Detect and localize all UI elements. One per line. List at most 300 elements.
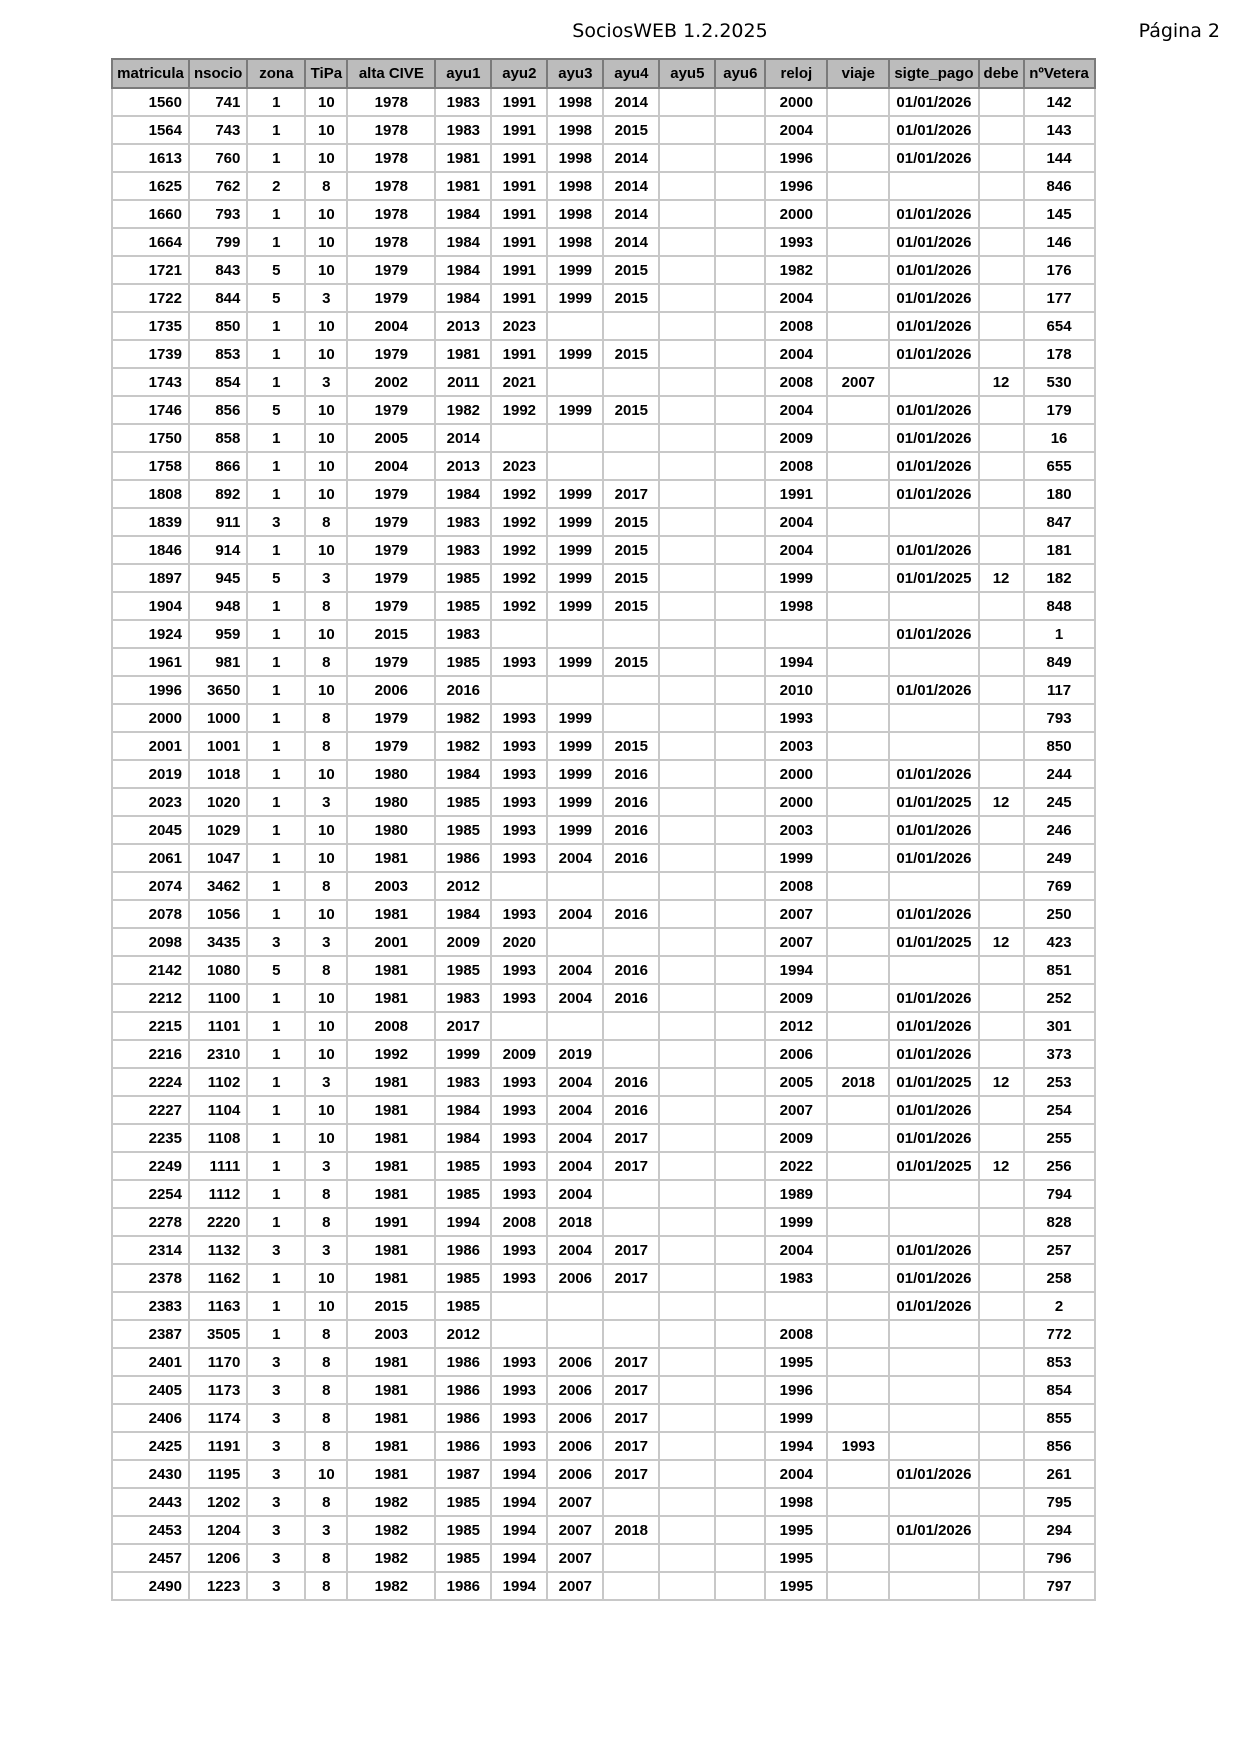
table-cell xyxy=(491,1292,547,1320)
table-cell xyxy=(889,872,978,900)
table-cell: 2007 xyxy=(547,1572,603,1600)
table-cell: 2015 xyxy=(603,508,659,536)
table-cell: 3 xyxy=(305,564,347,592)
table-cell xyxy=(827,228,889,256)
table-cell: 1999 xyxy=(547,732,603,760)
table-cell xyxy=(491,872,547,900)
table-cell: 1979 xyxy=(347,592,435,620)
table-cell: 2020 xyxy=(491,928,547,956)
table-cell: 1979 xyxy=(347,256,435,284)
table-cell: 1 xyxy=(247,984,305,1012)
table-cell: 1108 xyxy=(189,1124,247,1152)
table-cell: 1978 xyxy=(347,144,435,172)
table-cell: 1981 xyxy=(347,1348,435,1376)
table-cell: 2000 xyxy=(765,88,827,116)
table-cell: 3 xyxy=(247,1348,305,1376)
table-cell xyxy=(979,816,1024,844)
table-cell: 8 xyxy=(305,1376,347,1404)
table-cell: 1991 xyxy=(491,284,547,312)
table-cell: 1999 xyxy=(435,1040,491,1068)
table-cell: 10 xyxy=(305,1460,347,1488)
table-cell: 1170 xyxy=(189,1348,247,1376)
table-cell: 10 xyxy=(305,424,347,452)
table-cell: 1 xyxy=(247,1264,305,1292)
table-cell: 2004 xyxy=(765,284,827,312)
table-cell: 2017 xyxy=(603,1124,659,1152)
table-cell: 142 xyxy=(1024,88,1095,116)
table-row xyxy=(112,480,1095,508)
table-cell xyxy=(659,228,715,256)
table-cell xyxy=(715,1292,765,1320)
table-cell: 1982 xyxy=(765,256,827,284)
table-row xyxy=(112,1432,1095,1460)
table-cell: 1029 xyxy=(189,816,247,844)
table-cell: 12 xyxy=(979,1068,1024,1096)
table-cell: 1995 xyxy=(765,1348,827,1376)
column-header: ayu5 xyxy=(659,59,715,88)
table-cell: 10 xyxy=(305,536,347,564)
table-cell xyxy=(715,508,765,536)
table-cell xyxy=(659,1096,715,1124)
table-cell xyxy=(827,1460,889,1488)
column-header: sigte_pago xyxy=(889,59,978,88)
table-cell xyxy=(715,1348,765,1376)
table-cell: 1981 xyxy=(347,956,435,984)
table-cell xyxy=(979,424,1024,452)
table-cell: 1992 xyxy=(491,396,547,424)
table-cell xyxy=(979,396,1024,424)
table-cell: 1992 xyxy=(491,564,547,592)
table-cell: 2004 xyxy=(547,844,603,872)
table-cell: 844 xyxy=(189,284,247,312)
table-cell: 1996 xyxy=(765,1376,827,1404)
table-cell: 1983 xyxy=(435,620,491,648)
table-cell xyxy=(979,732,1024,760)
table-cell xyxy=(979,1544,1024,1572)
table-cell: 1999 xyxy=(765,1208,827,1236)
table-cell xyxy=(889,1432,978,1460)
table-cell: 10 xyxy=(305,116,347,144)
table-cell xyxy=(715,620,765,648)
table-cell xyxy=(603,620,659,648)
table-cell xyxy=(827,844,889,872)
table-cell: 16 xyxy=(1024,424,1095,452)
table-cell xyxy=(827,900,889,928)
table-cell: 1994 xyxy=(765,1432,827,1460)
table-cell: 10 xyxy=(305,1012,347,1040)
table-cell: 1020 xyxy=(189,788,247,816)
table-row xyxy=(112,1012,1095,1040)
table-cell: 2212 xyxy=(112,984,189,1012)
table-cell: 2074 xyxy=(112,872,189,900)
column-header: nºVetera xyxy=(1024,59,1095,88)
table-cell: 1999 xyxy=(547,816,603,844)
table-cell: 177 xyxy=(1024,284,1095,312)
table-cell: 2016 xyxy=(603,844,659,872)
table-cell: 793 xyxy=(189,200,247,228)
table-cell: 1 xyxy=(247,424,305,452)
table-cell: 2004 xyxy=(547,984,603,1012)
table-cell: 1986 xyxy=(435,1348,491,1376)
table-cell: 1980 xyxy=(347,760,435,788)
table-cell xyxy=(827,928,889,956)
table-row xyxy=(112,1544,1095,1572)
table-cell: 1984 xyxy=(435,900,491,928)
table-cell: 2018 xyxy=(827,1068,889,1096)
table-cell: 1978 xyxy=(347,228,435,256)
table-cell: 1 xyxy=(247,760,305,788)
table-cell: 1 xyxy=(247,452,305,480)
table-cell: 1 xyxy=(247,1208,305,1236)
table-cell: 253 xyxy=(1024,1068,1095,1096)
table-cell: 8 xyxy=(305,732,347,760)
table-cell: 1746 xyxy=(112,396,189,424)
table-cell: 01/01/2026 xyxy=(889,1460,978,1488)
table-cell: 1981 xyxy=(347,1124,435,1152)
table-cell xyxy=(715,844,765,872)
table-cell: 1985 xyxy=(435,648,491,676)
table-cell: 1991 xyxy=(491,88,547,116)
table-cell: 3 xyxy=(247,1516,305,1544)
table-cell: 1998 xyxy=(547,88,603,116)
table-cell xyxy=(715,368,765,396)
table-cell xyxy=(979,480,1024,508)
table-cell xyxy=(827,872,889,900)
table-cell: 2015 xyxy=(603,592,659,620)
table-cell: 1986 xyxy=(435,1432,491,1460)
table-cell xyxy=(659,1404,715,1432)
table-cell: 1080 xyxy=(189,956,247,984)
table-cell: 2 xyxy=(1024,1292,1095,1320)
table-cell: 1985 xyxy=(435,1292,491,1320)
table-cell: 1995 xyxy=(765,1516,827,1544)
table-cell: 01/01/2026 xyxy=(889,144,978,172)
table-cell: 10 xyxy=(305,452,347,480)
table-cell: 2006 xyxy=(547,1264,603,1292)
table-cell: 2004 xyxy=(547,1180,603,1208)
table-cell: 250 xyxy=(1024,900,1095,928)
table-cell xyxy=(889,1180,978,1208)
table-cell: 1981 xyxy=(347,1376,435,1404)
table-cell: 1000 xyxy=(189,704,247,732)
table-cell: 2007 xyxy=(547,1544,603,1572)
table-cell: 1993 xyxy=(491,704,547,732)
table-cell xyxy=(889,592,978,620)
table-cell: 1998 xyxy=(547,172,603,200)
table-cell: 1982 xyxy=(435,396,491,424)
column-header: matricula xyxy=(112,59,189,88)
table-cell: 1223 xyxy=(189,1572,247,1600)
table-cell: 1994 xyxy=(491,1516,547,1544)
table-cell: 1993 xyxy=(491,844,547,872)
table-cell: 1993 xyxy=(491,1124,547,1152)
table-cell: 1996 xyxy=(112,676,189,704)
table-cell: 1991 xyxy=(765,480,827,508)
table-cell xyxy=(659,648,715,676)
table-cell: 2453 xyxy=(112,1516,189,1544)
table-cell: 179 xyxy=(1024,396,1095,424)
table-cell: 1999 xyxy=(547,396,603,424)
table-cell xyxy=(827,676,889,704)
table-cell xyxy=(827,592,889,620)
table-cell: 858 xyxy=(189,424,247,452)
table-cell xyxy=(659,1012,715,1040)
column-header: viaje xyxy=(827,59,889,88)
table-cell: 1984 xyxy=(435,200,491,228)
table-cell: 854 xyxy=(1024,1376,1095,1404)
table-cell: 1993 xyxy=(491,732,547,760)
table-cell: 866 xyxy=(189,452,247,480)
table-cell: 2430 xyxy=(112,1460,189,1488)
table-cell: 2249 xyxy=(112,1152,189,1180)
table-cell: 2004 xyxy=(547,1236,603,1264)
table-cell: 01/01/2026 xyxy=(889,844,978,872)
table-row xyxy=(112,900,1095,928)
table-cell: 1981 xyxy=(347,1460,435,1488)
table-cell xyxy=(827,648,889,676)
table-cell: 245 xyxy=(1024,788,1095,816)
table-cell xyxy=(827,508,889,536)
table-cell: 1982 xyxy=(347,1516,435,1544)
table-cell xyxy=(715,88,765,116)
table-cell: 1 xyxy=(247,1292,305,1320)
table-cell xyxy=(827,284,889,312)
table-cell: 10 xyxy=(305,676,347,704)
table-cell: 1985 xyxy=(435,1264,491,1292)
table-cell: 2003 xyxy=(765,816,827,844)
table-cell: 1102 xyxy=(189,1068,247,1096)
table-cell: 2015 xyxy=(603,396,659,424)
table-cell: 1986 xyxy=(435,844,491,872)
table-cell xyxy=(827,424,889,452)
table-cell xyxy=(659,116,715,144)
table-cell xyxy=(491,676,547,704)
table-cell: 1993 xyxy=(491,1152,547,1180)
table-cell: 257 xyxy=(1024,1236,1095,1264)
table-cell xyxy=(659,956,715,984)
table-cell: 01/01/2026 xyxy=(889,256,978,284)
table-cell: 1981 xyxy=(347,1264,435,1292)
table-cell: 12 xyxy=(979,788,1024,816)
table-cell: 1111 xyxy=(189,1152,247,1180)
table-cell: 1999 xyxy=(765,564,827,592)
table-cell: 2014 xyxy=(603,228,659,256)
table-cell: 12 xyxy=(979,564,1024,592)
table-cell: 1 xyxy=(247,368,305,396)
table-cell: 3 xyxy=(305,788,347,816)
table-cell: 10 xyxy=(305,88,347,116)
table-cell: 2000 xyxy=(765,760,827,788)
table-cell: 2019 xyxy=(547,1040,603,1068)
table-cell: 2004 xyxy=(547,1068,603,1096)
table-cell xyxy=(827,1040,889,1068)
table-cell xyxy=(659,172,715,200)
table-cell: 1132 xyxy=(189,1236,247,1264)
table-cell xyxy=(659,1040,715,1068)
table-cell xyxy=(827,956,889,984)
table-cell: 3435 xyxy=(189,928,247,956)
table-cell xyxy=(715,424,765,452)
table-row xyxy=(112,88,1095,116)
table-cell: 10 xyxy=(305,200,347,228)
table-row xyxy=(112,1152,1095,1180)
table-cell: 1560 xyxy=(112,88,189,116)
table-row xyxy=(112,1376,1095,1404)
table-cell: 01/01/2026 xyxy=(889,900,978,928)
table-cell: 1999 xyxy=(765,1404,827,1432)
table-cell: 1986 xyxy=(435,1404,491,1432)
table-cell xyxy=(715,396,765,424)
table-cell: 1999 xyxy=(547,704,603,732)
table-cell: 2443 xyxy=(112,1488,189,1516)
table-cell: 10 xyxy=(305,480,347,508)
table-cell: 1993 xyxy=(491,648,547,676)
table-cell: 1846 xyxy=(112,536,189,564)
table-cell: 1625 xyxy=(112,172,189,200)
table-cell: 8 xyxy=(305,956,347,984)
table-cell: 1999 xyxy=(547,340,603,368)
table-cell xyxy=(979,1236,1024,1264)
table-cell xyxy=(979,340,1024,368)
table-cell: 1173 xyxy=(189,1376,247,1404)
table-cell xyxy=(827,172,889,200)
table-cell xyxy=(547,1012,603,1040)
table-cell xyxy=(827,1516,889,1544)
table-cell: 2004 xyxy=(347,312,435,340)
table-cell: 1992 xyxy=(491,480,547,508)
table-cell xyxy=(659,452,715,480)
table-cell: 2012 xyxy=(435,872,491,900)
table-cell: 3462 xyxy=(189,872,247,900)
table-cell: 1993 xyxy=(491,760,547,788)
table-cell xyxy=(979,1292,1024,1320)
table-cell: 2006 xyxy=(547,1376,603,1404)
table-cell: 1993 xyxy=(491,1376,547,1404)
table-cell: 143 xyxy=(1024,116,1095,144)
table-cell xyxy=(715,900,765,928)
table-cell: 1660 xyxy=(112,200,189,228)
table-cell xyxy=(603,704,659,732)
table-cell xyxy=(715,340,765,368)
table-cell: 3 xyxy=(305,1152,347,1180)
table-cell: 10 xyxy=(305,1124,347,1152)
table-cell xyxy=(715,676,765,704)
table-cell: 849 xyxy=(1024,648,1095,676)
table-cell: 294 xyxy=(1024,1516,1095,1544)
table-cell: 2006 xyxy=(765,1040,827,1068)
table-cell: 01/01/2025 xyxy=(889,564,978,592)
table-cell: 2008 xyxy=(765,312,827,340)
table-cell: 2 xyxy=(247,172,305,200)
table-cell: 3 xyxy=(247,928,305,956)
table-cell xyxy=(827,116,889,144)
table-cell: 1839 xyxy=(112,508,189,536)
table-cell: 1979 xyxy=(347,536,435,564)
table-row xyxy=(112,1236,1095,1264)
column-header: ayu6 xyxy=(715,59,765,88)
table-cell: 2015 xyxy=(603,564,659,592)
table-cell: 3505 xyxy=(189,1320,247,1348)
table-cell: 12 xyxy=(979,928,1024,956)
table-cell xyxy=(715,816,765,844)
table-cell xyxy=(979,620,1024,648)
table-cell xyxy=(659,396,715,424)
table-cell xyxy=(827,340,889,368)
table-cell: 1998 xyxy=(547,200,603,228)
table-cell: 8 xyxy=(305,648,347,676)
table-cell: 654 xyxy=(1024,312,1095,340)
table-cell xyxy=(979,872,1024,900)
table-cell xyxy=(603,368,659,396)
table-cell: 1991 xyxy=(491,256,547,284)
table-cell xyxy=(979,1488,1024,1516)
table-cell: 760 xyxy=(189,144,247,172)
table-cell xyxy=(889,368,978,396)
table-cell: 1983 xyxy=(765,1264,827,1292)
table-row xyxy=(112,452,1095,480)
table-cell: 851 xyxy=(1024,956,1095,984)
table-cell: 1204 xyxy=(189,1516,247,1544)
table-cell: 1999 xyxy=(547,648,603,676)
column-header: alta CIVE xyxy=(347,59,435,88)
table-cell: 1986 xyxy=(435,1236,491,1264)
table-cell: 2490 xyxy=(112,1572,189,1600)
table-cell xyxy=(979,704,1024,732)
table-cell: 1 xyxy=(247,144,305,172)
table-cell xyxy=(979,1348,1024,1376)
table-cell: 2015 xyxy=(347,1292,435,1320)
table-cell: 2015 xyxy=(603,340,659,368)
table-cell xyxy=(827,1404,889,1432)
table-cell: 1998 xyxy=(547,116,603,144)
table-row xyxy=(112,704,1095,732)
table-cell: 01/01/2026 xyxy=(889,676,978,704)
table-cell: 01/01/2026 xyxy=(889,284,978,312)
table-cell xyxy=(889,732,978,760)
table-cell xyxy=(715,116,765,144)
table-cell: 799 xyxy=(189,228,247,256)
table-cell: 1 xyxy=(247,200,305,228)
table-cell: 1 xyxy=(1024,620,1095,648)
table-cell: 12 xyxy=(979,368,1024,396)
table-cell: 794 xyxy=(1024,1180,1095,1208)
table-cell: 1980 xyxy=(347,816,435,844)
table-cell: 1206 xyxy=(189,1544,247,1572)
table-cell xyxy=(659,872,715,900)
table-cell: 10 xyxy=(305,620,347,648)
table-cell: 2011 xyxy=(435,368,491,396)
table-cell: 850 xyxy=(1024,732,1095,760)
table-cell: 1981 xyxy=(347,1180,435,1208)
table-cell xyxy=(715,648,765,676)
table-cell xyxy=(659,984,715,1012)
table-cell: 1996 xyxy=(765,144,827,172)
table-cell: 1743 xyxy=(112,368,189,396)
table-cell xyxy=(979,1180,1024,1208)
table-cell xyxy=(715,256,765,284)
table-cell: 1980 xyxy=(347,788,435,816)
table-cell xyxy=(827,564,889,592)
table-cell xyxy=(603,452,659,480)
table-cell: 3 xyxy=(305,928,347,956)
table-cell: 2008 xyxy=(765,368,827,396)
table-cell: 2014 xyxy=(435,424,491,452)
table-cell xyxy=(889,1488,978,1516)
table-cell xyxy=(827,144,889,172)
table-cell: 1993 xyxy=(765,228,827,256)
table-cell: 1112 xyxy=(189,1180,247,1208)
table-cell: 01/01/2026 xyxy=(889,1040,978,1068)
